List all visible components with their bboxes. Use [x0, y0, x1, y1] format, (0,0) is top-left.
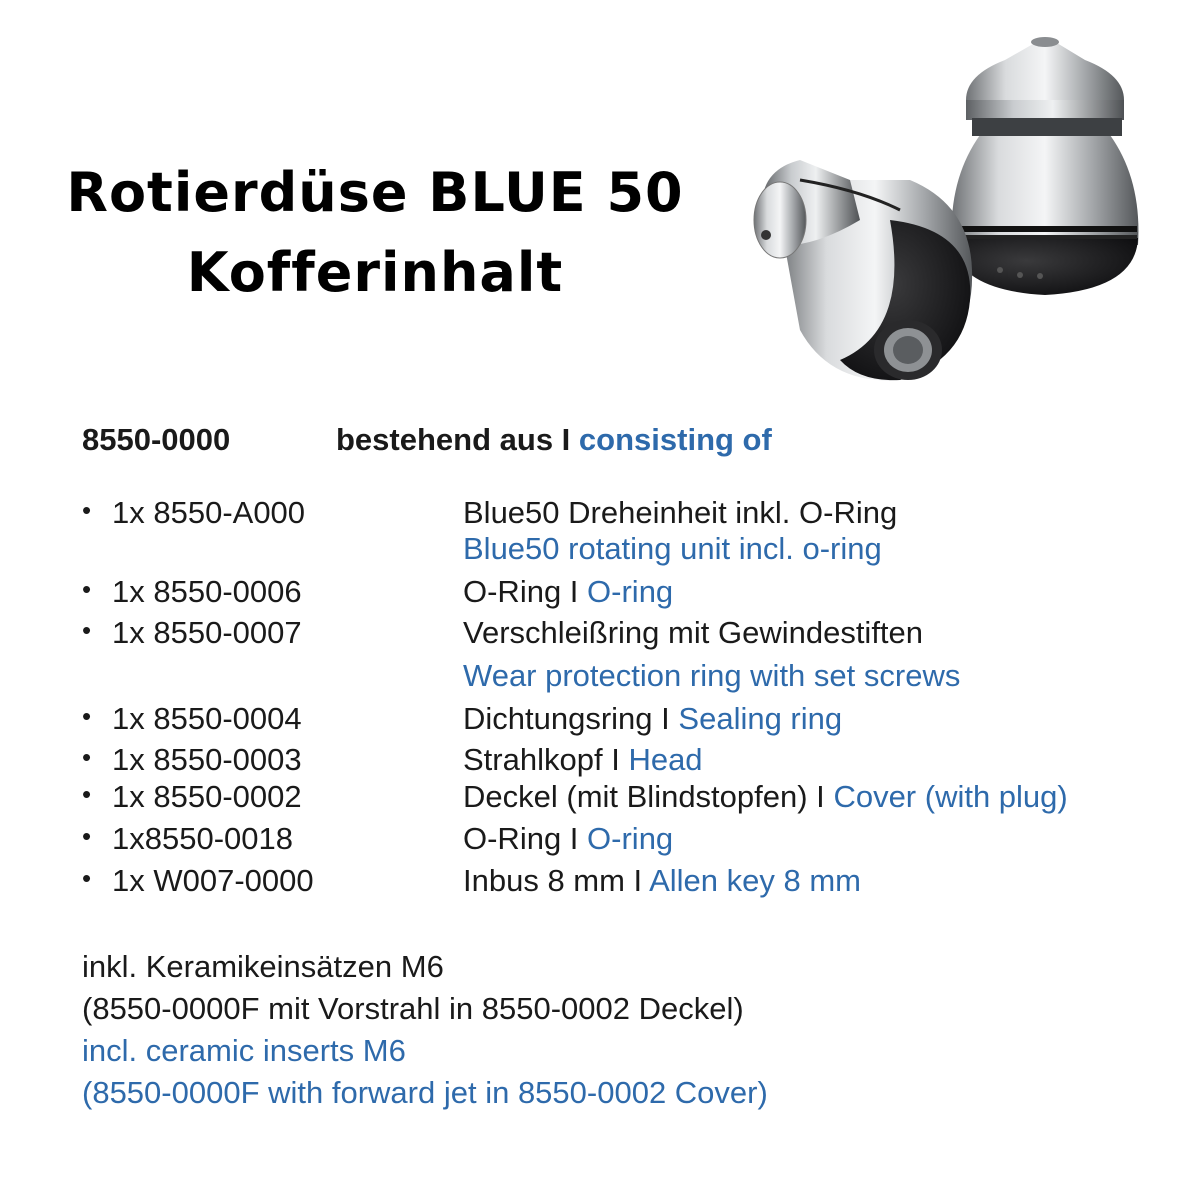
kit-description-de: bestehend aus I [336, 422, 571, 457]
kit-description [336, 424, 772, 455]
part-name-en: Allen key 8 mm [649, 863, 861, 898]
part-name [463, 781, 1068, 812]
part-number: 1x 8550-0006 [112, 574, 302, 609]
part-name-en: Blue50 rotating unit incl. o-ring [463, 531, 882, 566]
part-name-de: Strahlkopf I [463, 742, 620, 777]
part-name-en: Wear protection ring with set screws [463, 658, 961, 693]
part-number: 1x 8550-0004 [112, 701, 302, 736]
part-name-en: Sealing ring [678, 701, 843, 736]
rotating-nozzle-photo-icon [740, 30, 1160, 390]
part-name-de: Deckel (mit Blindstopfen) I [463, 779, 825, 814]
note-en-line2: (8550-0000F with forward jet in 8550-0002 Cover) [82, 1075, 768, 1110]
nozzle-right [952, 37, 1139, 295]
part-name [463, 823, 673, 854]
kit-number: 8550-0000 [82, 422, 231, 457]
bullet: • [82, 574, 92, 604]
part-number: 1x W007-0000 [112, 863, 314, 898]
kit-description-en: consisting of [578, 422, 772, 457]
bullet: • [82, 779, 92, 809]
part-name [463, 576, 673, 607]
part-name [463, 865, 861, 896]
bullet: • [82, 742, 92, 772]
note-de-line2: (8550-0000F mit Vorstrahl in 8550-0002 Deckel) [82, 991, 744, 1026]
bullet: • [82, 701, 92, 731]
bullet: • [82, 821, 92, 851]
part-name-de: O-Ring I [463, 821, 579, 856]
part-name-en: Head [628, 742, 703, 777]
part-name-en: O-ring [587, 821, 674, 856]
part-name-de: O-Ring I [463, 574, 579, 609]
part-number: 1x 8550-0002 [112, 779, 302, 814]
part-name-de: Blue50 Dreheinheit inkl. O-Ring [463, 495, 898, 530]
bullet: • [82, 495, 92, 525]
part-number: 1x 8550-0003 [112, 742, 302, 777]
part-number: 1x8550-0018 [112, 821, 293, 856]
bullet: • [82, 863, 92, 893]
note-en-line1: incl. ceramic inserts M6 [82, 1033, 406, 1068]
page-title: Rotierdüse BLUE 50 [66, 161, 684, 224]
part-number: 1x 8550-0007 [112, 615, 302, 650]
part-name-de: Verschleißring mit Gewindestiften [463, 615, 924, 650]
page-subtitle: Kofferinhalt [186, 241, 564, 304]
part-number: 1x 8550-A000 [112, 495, 306, 530]
part-name [463, 744, 703, 775]
part-name-de: Dichtungsring I [463, 701, 670, 736]
part-name [463, 703, 842, 734]
note-de-line1: inkl. Keramikeinsätzen M6 [82, 949, 444, 984]
part-name-de: Inbus 8 mm I [463, 863, 643, 898]
part-name-en: O-ring [587, 574, 674, 609]
part-name-en: Cover (with plug) [833, 779, 1068, 814]
bullet: • [82, 615, 92, 645]
nozzle-left [754, 160, 972, 380]
